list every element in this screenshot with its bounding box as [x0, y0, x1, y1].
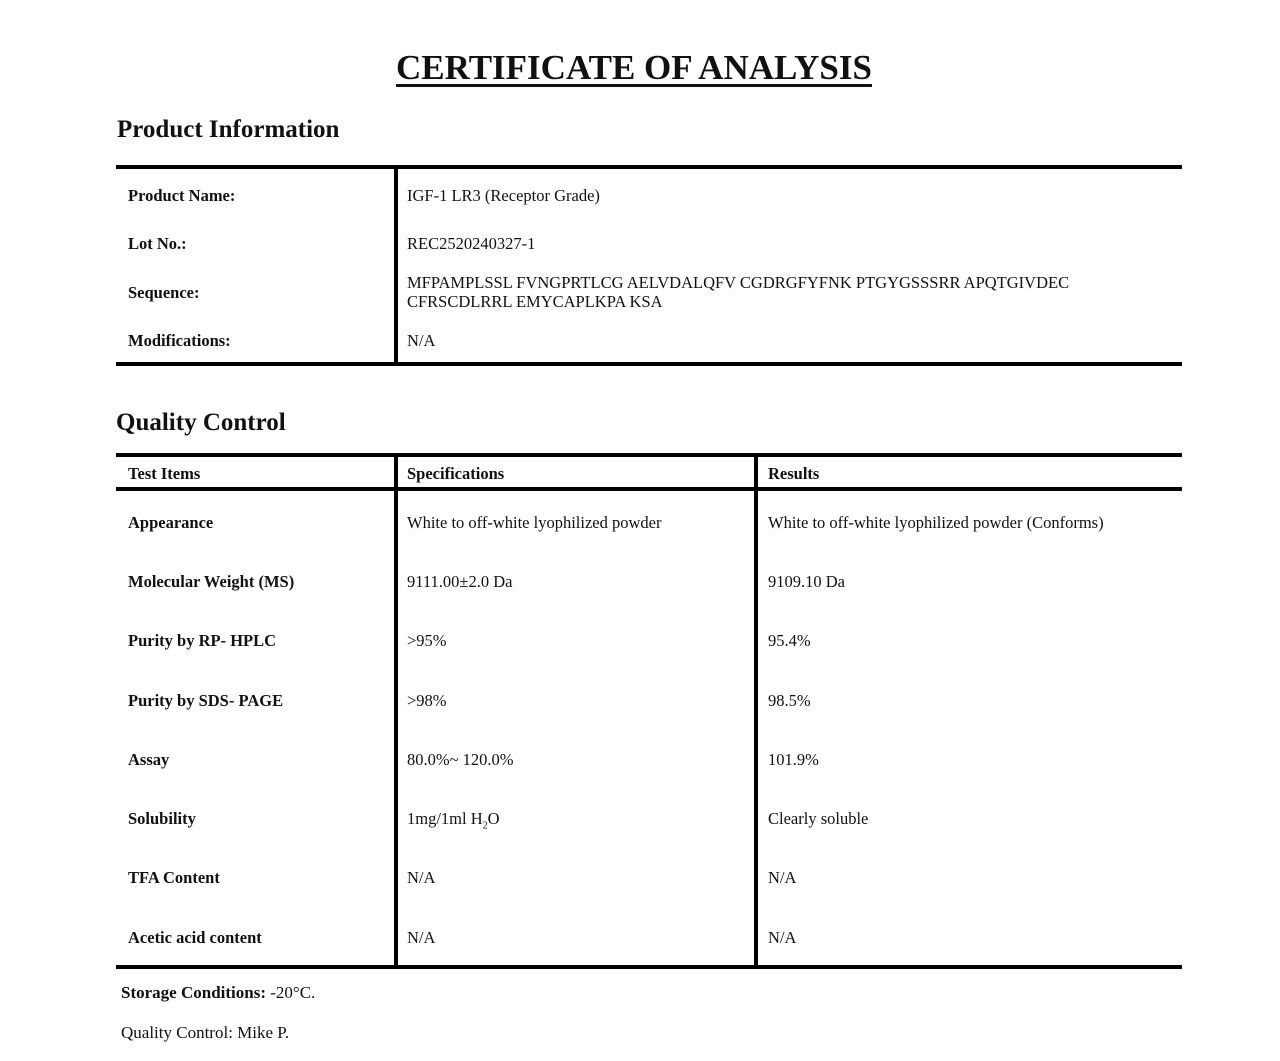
result: 9109.10 Da [768, 572, 845, 591]
result: N/A [768, 928, 797, 947]
product-name-label: Product Name: [128, 186, 236, 205]
column-divider [394, 165, 398, 366]
document-title: CERTIFICATE OF ANALYSIS [396, 48, 872, 87]
column-divider [394, 453, 398, 969]
result: N/A [768, 868, 797, 887]
test-item: Assay [128, 750, 170, 769]
product-information-heading: Product Information [117, 116, 340, 143]
test-item: TFA Content [128, 868, 220, 887]
specification: 1mg/1ml $H_2O$ [407, 809, 500, 832]
specification: 80.0%~ 120.0% [407, 750, 514, 769]
storage-conditions: Storage Conditions: -20°C. [121, 983, 316, 1002]
result: Clearly soluble [768, 809, 869, 828]
specification: N/A [407, 868, 436, 887]
test-item: Purity by RP- HPLC [128, 631, 277, 650]
column-header-specifications: Specifications [407, 464, 505, 483]
modifications-value: N/A [407, 331, 436, 350]
test-item: Molecular Weight (MS) [128, 572, 295, 591]
lot-no-value: REC2520240327-1 [407, 234, 536, 253]
test-item: Purity by SDS- PAGE [128, 691, 284, 710]
table-bottom-rule [116, 362, 1182, 366]
result: 101.9% [768, 750, 819, 769]
specification: >95% [407, 631, 447, 650]
column-divider [754, 453, 758, 969]
test-item: Acetic acid content [128, 928, 262, 947]
table-top-rule [116, 165, 1182, 169]
table-bottom-rule [116, 965, 1182, 969]
specification: White to off-white lyophilized powder [407, 513, 662, 532]
test-item: Solubility [128, 809, 196, 828]
header-rule [116, 487, 1182, 491]
test-item: Appearance [128, 513, 214, 532]
column-header-results: Results [768, 464, 820, 483]
result: 98.5% [768, 691, 811, 710]
result: White to off-white lyophilized powder (Conforms) [768, 513, 1104, 532]
result: 95.4% [768, 631, 811, 650]
sequence-label: Sequence: [128, 283, 200, 302]
column-header-test-items: Test Items [128, 464, 201, 483]
sequence-value-line1: MFPAMPLSSL FVNGPRTLCG AELVDALQFV CGDRGFYFNK PTGYGSSSRR APQTGIVDEC [407, 273, 1070, 292]
specification: >98% [407, 691, 447, 710]
modifications-label: Modifications: [128, 331, 231, 350]
product-name-value: IGF-1 LR3 (Receptor Grade) [407, 186, 600, 205]
specification: N/A [407, 928, 436, 947]
lot-no-label: Lot No.: [128, 234, 187, 253]
quality-control-signoff: Quality Control: Mike P. [121, 1023, 290, 1042]
sequence-value-line2: CFRSCDLRRL EMYCAPLKPA KSA [407, 292, 663, 311]
quality-control-heading: Quality Control [116, 409, 286, 436]
specification: 9111.00±2.0 Da [407, 572, 513, 591]
table-top-rule [116, 453, 1182, 457]
